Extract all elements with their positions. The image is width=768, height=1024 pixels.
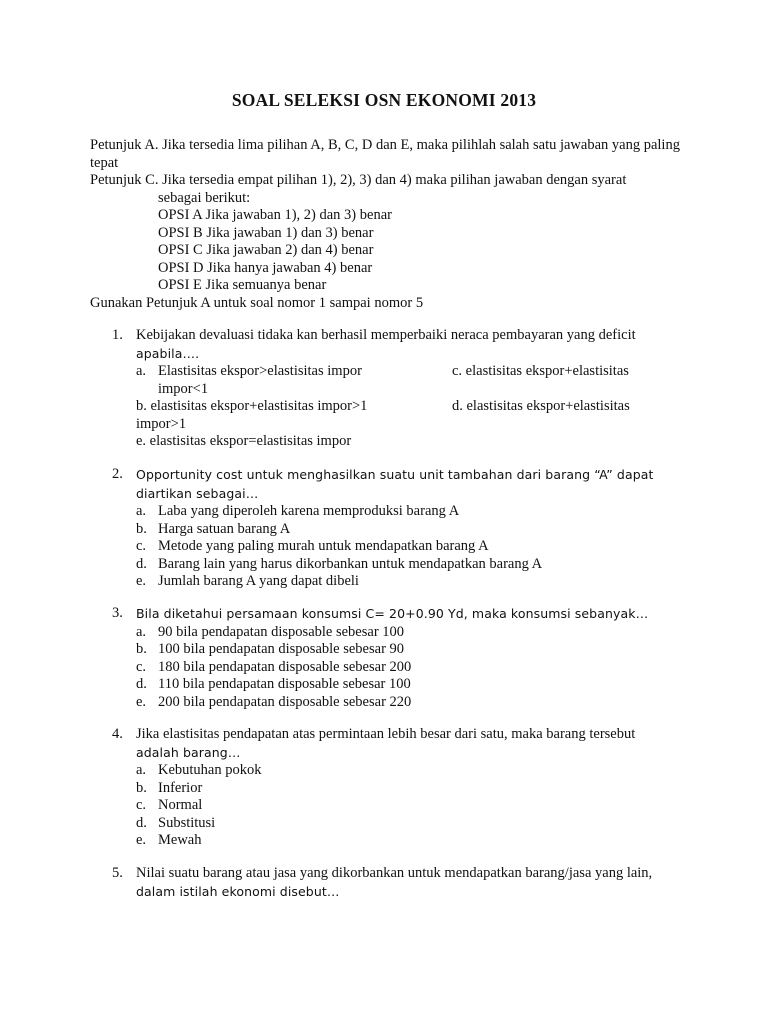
option-c [136,659,682,677]
option-e: e. elastisitas ekspor=elastisitas impor [136,433,352,449]
opsi-b: OPSI B Jika jawaban 1) dan 3) benar [158,224,374,241]
option-text: 200 bila pendapatan disposable sebesar 220 [158,693,412,710]
option-b [136,780,682,798]
option-letter: a. [136,623,147,640]
option-text: 110 bila pendapatan disposable sebesar 100 [158,676,411,692]
opsi-e: OPSI E Jika semuanya benar [158,277,327,293]
question-text-line1: Kebijakan devaluasi tidaka kan berhasil memperbaiki neraca pembayaran yang deficit [136,327,636,343]
instruction-a: Petunjuk A. Jika tersedia lima pilihan A, B, C, D dan E, maka pilihlah salah satu jawaban yang paling tepat [90,137,680,171]
question-text-line2: apabila…. [136,345,200,361]
question-4 [112,726,682,850]
question-text-line1: Jika elastisitas pendapatan atas permintaan lebih besar dari satu, maka barang tersebut [136,726,636,742]
option-list [136,624,682,712]
question-number: 2. [112,466,123,482]
option-text: 180 bila pendapatan disposable sebesar 200 [158,658,412,675]
option-a [136,762,682,780]
question-text [136,327,682,363]
option-d [136,815,682,833]
question-text-line1: Nilai suatu barang atau jasa yang dikorbankan untuk mendapatkan barang/jasa yang lain, [136,865,653,881]
question-number: 4. [112,726,123,742]
question-text-line1: Opportunity cost untuk menghasilkan suatu unit tambahan dari barang “A” dapat [136,467,654,482]
option-letter: e. [136,693,147,710]
option-text: Barang lain yang harus dikorbankan untuk mendapatkan barang A [158,555,543,572]
option-letter: c. [136,658,147,675]
option-e [136,573,682,591]
opsi-d: OPSI D Jika hanya jawaban 4) benar [158,259,373,276]
option-grid [136,363,682,451]
question-text [136,865,682,901]
option-text-continued: impor>1 [136,415,187,432]
option-a [136,503,682,521]
option-list [136,503,682,591]
question-text-line2: dalam istilah ekonomi disebut… [136,883,340,899]
option-letter: b. [136,520,147,537]
option-a [136,363,396,398]
page-title: SOAL SELEKSI OSN EKONOMI 2013 [231,90,537,110]
option-list [136,762,682,850]
instruction-c-line2: sebagai berikut: [158,189,251,206]
option-text: Normal [158,797,203,813]
option-d: d. elastisitas ekspor+elastisitas [452,398,630,414]
question-text [136,726,682,762]
question-1 [112,327,682,451]
option-letter: d. [136,555,147,572]
opsi-c: OPSI C Jika jawaban 2) dan 4) benar [158,242,374,258]
option-b [136,521,682,539]
option-text: Elastisitas ekspor>elastisitas impor [158,363,362,379]
option-text-continued: impor<1 [158,380,209,397]
instruction-c-line1: Petunjuk C. Jika tersedia empat pilihan 1), 2), 3) dan 4) maka pilihan jawaban dengan syarat [90,172,627,188]
option-b [136,398,396,433]
option-letter: a. [136,363,147,379]
option-c [136,538,682,556]
option-letter: d. [136,676,147,692]
option-letter: a. [136,762,147,778]
instruction-usage: Gunakan Petunjuk A untuk soal nomor 1 sampai nomor 5 [90,294,424,311]
option-text: Laba yang diperoleh karena memproduksi barang A [158,503,460,519]
option-text: Inferior [158,779,203,796]
option-letter: c. [136,797,147,813]
question-number: 3. [112,605,123,621]
question-text [136,466,682,503]
option-text: Substitusi [158,814,216,831]
option-letter: e. [136,573,147,589]
question-2 [112,466,682,591]
option-text: Jumlah barang A yang dapat dibeli [158,573,359,589]
option-text: Kebutuhan pokok [158,762,262,778]
option-b [136,641,682,659]
option-text: 90 bila pendapatan disposable sebesar 100 [158,623,405,640]
option-letter: b. [136,779,147,796]
option-a [136,624,682,642]
opsi-a: OPSI A Jika jawaban 1), 2) dan 3) benar [158,207,392,223]
instructions-block [90,137,690,312]
option-letter: a. [136,503,147,519]
question-text-line2: diartikan sebagai… [136,485,259,501]
option-c: c. elastisitas ekspor+elastisitas [452,363,629,379]
question-text-line2: adalah barang… [136,744,241,760]
question-text [136,605,682,624]
option-letter: b. [136,641,147,657]
option-text: Metode yang paling murah untuk mendapatkan barang A [158,538,489,554]
option-letter: d. [136,814,147,831]
option-letter: e. [136,832,147,848]
option-d [136,676,682,694]
question-number: 5. [112,865,123,881]
question-text-line1: Bila diketahui persamaan konsumsi C= 20+0.90 Yd, maka konsumsi sebanyak… [136,606,649,621]
option-text: Mewah [158,832,202,848]
option-letter: c. [136,538,147,554]
option-text: Harga satuan barang A [158,520,291,537]
question-5 [112,865,682,901]
option-c [136,797,682,815]
option-d [136,556,682,574]
option-text: 100 bila pendapatan disposable sebesar 90 [158,641,405,657]
option-text: b. elastisitas ekspor+elastisitas impor>1 [136,398,368,414]
option-e [136,694,682,712]
question-number: 1. [112,327,123,343]
option-e [136,832,682,850]
question-3 [112,605,682,711]
